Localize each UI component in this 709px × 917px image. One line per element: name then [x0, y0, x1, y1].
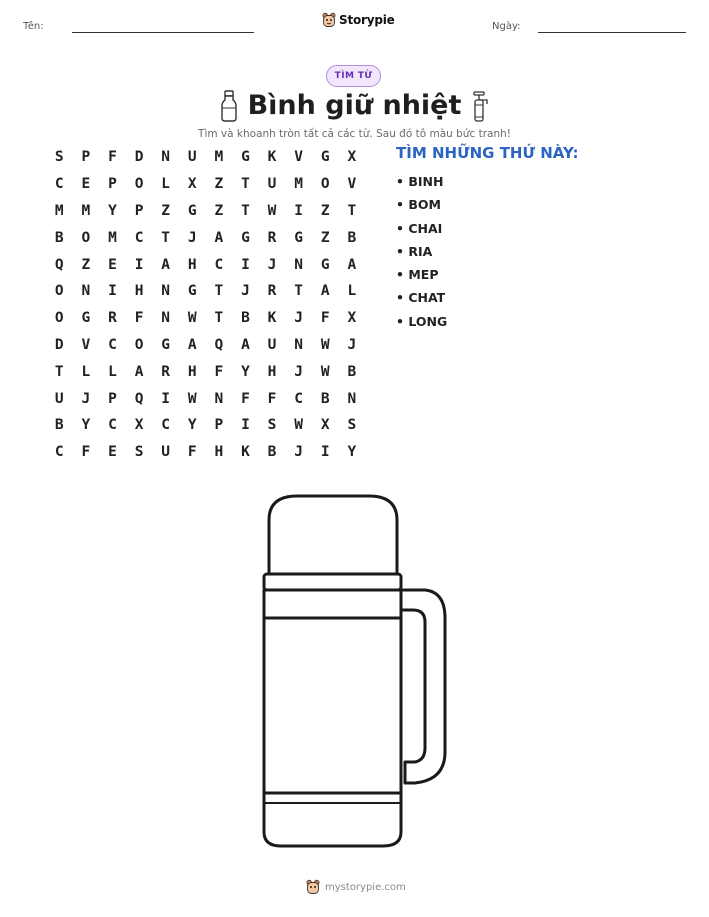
grid-cell[interactable]: G [241, 229, 250, 246]
grid-cell[interactable]: X [347, 310, 357, 327]
grid-cell[interactable]: K [267, 310, 277, 327]
grid-cell[interactable]: E [81, 176, 91, 193]
grid-cell[interactable]: G [320, 256, 330, 273]
grid-cell[interactable]: S [347, 417, 357, 434]
grid-cell[interactable]: B [347, 229, 357, 246]
grid-cell[interactable]: G [320, 149, 330, 166]
word-list-item: • RIA [396, 243, 433, 259]
grid-cell[interactable]: T [54, 363, 64, 380]
grid-cell[interactable]: Z [161, 202, 171, 219]
grid-cell[interactable]: T [241, 202, 250, 219]
grid-cell[interactable]: F [214, 363, 224, 380]
grid-cell[interactable]: A [161, 256, 171, 273]
grid-cell[interactable]: C [54, 444, 64, 461]
grid-cell[interactable]: F [320, 310, 330, 327]
grid-cell[interactable]: G [187, 202, 197, 219]
word-list-item: • MEP [396, 267, 439, 283]
grid-cell[interactable]: J [294, 444, 303, 461]
grid-cell[interactable]: A [320, 283, 330, 300]
grid-cell[interactable]: N [347, 390, 357, 407]
grid-cell[interactable]: C [161, 417, 171, 434]
grid-cell[interactable]: X [187, 176, 197, 193]
grid-cell[interactable]: F [108, 149, 117, 166]
grid-cell[interactable]: D [54, 336, 64, 353]
grid-cell[interactable]: G [294, 229, 303, 246]
grid-cell[interactable]: E [108, 256, 117, 273]
grid-cell[interactable]: F [241, 390, 250, 407]
name-label: Tên: [23, 21, 44, 32]
grid-cell[interactable]: C [294, 390, 303, 407]
grid-cell[interactable]: N [161, 310, 171, 327]
storypie-logo-icon [322, 12, 336, 28]
grid-cell[interactable]: K [267, 149, 277, 166]
grid-cell[interactable]: Z [320, 202, 330, 219]
grid-cell[interactable]: Y [187, 417, 197, 434]
grid-cell[interactable]: C [108, 417, 117, 434]
grid-cell[interactable]: T [214, 310, 224, 327]
word-list-item: • LONG [396, 313, 448, 329]
word-list-item: • CHAI [396, 220, 443, 236]
grid-cell[interactable]: U [54, 390, 64, 407]
grid-cell[interactable]: B [54, 417, 64, 434]
grid-cell[interactable]: R [108, 310, 117, 327]
grid-cell[interactable]: O [54, 310, 64, 327]
grid-cell[interactable]: N [214, 390, 224, 407]
grid-cell[interactable]: W [320, 336, 330, 353]
grid-cell[interactable]: R [267, 229, 277, 246]
grid-cell[interactable]: M [294, 176, 303, 193]
grid-cell[interactable]: O [134, 336, 144, 353]
grid-cell[interactable]: C [134, 229, 144, 246]
grid-cell[interactable]: L [81, 363, 91, 380]
grid-cell[interactable]: B [267, 444, 277, 461]
grid-cell[interactable]: Y [81, 417, 91, 434]
grid-cell[interactable]: M [81, 202, 91, 219]
grid-cell[interactable]: T [241, 176, 250, 193]
grid-cell[interactable]: U [267, 176, 277, 193]
grid-cell[interactable]: H [187, 363, 197, 380]
grid-cell[interactable]: I [108, 283, 117, 300]
grid-cell[interactable]: G [161, 336, 171, 353]
grid-cell[interactable]: F [187, 444, 197, 461]
grid-cell[interactable]: W [294, 417, 303, 434]
word-list-item: • BINH [396, 174, 444, 189]
instructions: Tìm và khoanh tròn tất cả các từ. Sau đó tô màu bức tranh! [198, 128, 511, 140]
grid-cell[interactable]: V [81, 336, 91, 353]
grid-cell[interactable]: I [320, 444, 330, 461]
grid-cell[interactable]: N [161, 283, 171, 300]
grid-cell[interactable]: A [214, 229, 224, 246]
grid-cell[interactable]: T [161, 229, 171, 246]
grid-cell[interactable]: I [161, 390, 171, 407]
grid-cell[interactable]: U [267, 336, 277, 353]
grid-cell[interactable]: Z [214, 176, 224, 193]
grid-cell[interactable]: Q [54, 256, 64, 273]
grid-cell[interactable]: P [134, 202, 144, 219]
grid-cell[interactable]: P [108, 176, 117, 193]
grid-cell[interactable]: C [108, 336, 117, 353]
grid-cell[interactable]: L [108, 363, 117, 380]
grid-cell[interactable]: I [294, 202, 303, 219]
grid-cell[interactable]: P [108, 390, 117, 407]
grid-cell[interactable]: C [214, 256, 224, 273]
grid-cell[interactable]: V [347, 176, 357, 193]
brand [322, 12, 395, 28]
grid-cell[interactable]: U [187, 149, 197, 166]
pump-icon [470, 91, 492, 123]
date-label: Ngày: [492, 21, 521, 32]
grid-cell[interactable]: Q [214, 336, 224, 353]
grid-cell[interactable]: C [54, 176, 64, 193]
grid-cell[interactable]: J [294, 310, 303, 327]
grid-cell[interactable]: B [241, 310, 250, 327]
grid-cell[interactable]: L [161, 176, 171, 193]
grid-cell[interactable]: N [294, 256, 303, 273]
grid-cell[interactable]: X [320, 417, 330, 434]
date-line[interactable] [538, 32, 686, 33]
grid-cell[interactable]: G [187, 283, 197, 300]
grid-cell[interactable]: T [214, 283, 224, 300]
grid-cell[interactable]: F [267, 390, 277, 407]
grid-cell[interactable]: K [241, 444, 250, 461]
grid-cell[interactable]: R [267, 283, 277, 300]
grid-cell[interactable]: Y [241, 363, 250, 380]
word-search-badge: TÌM TỪ [326, 65, 381, 87]
grid-cell[interactable]: M [214, 149, 224, 166]
grid-cell[interactable]: W [267, 202, 277, 219]
grid-cell[interactable]: A [187, 336, 197, 353]
page-title: Bình giữ nhiệt [247, 90, 462, 121]
grid-cell[interactable]: W [187, 390, 197, 407]
grid-cell[interactable]: A [241, 336, 250, 353]
word-list-item: • BOM [396, 197, 441, 213]
grid-cell[interactable]: J [267, 256, 277, 273]
grid-cell[interactable]: H [187, 256, 197, 273]
grid-cell[interactable]: Z [214, 202, 224, 219]
grid-cell[interactable]: J [81, 390, 91, 407]
word-list [396, 170, 447, 333]
grid-cell[interactable]: Z [320, 229, 330, 246]
grid-cell[interactable]: I [241, 256, 250, 273]
grid-cell[interactable]: J [294, 363, 303, 380]
grid-cell[interactable]: W [320, 363, 330, 380]
grid-cell[interactable]: N [294, 336, 303, 353]
grid-cell[interactable]: A [134, 363, 144, 380]
grid-cell[interactable]: T [294, 283, 303, 300]
grid-cell[interactable]: U [161, 444, 171, 461]
thermos-illustration [255, 490, 455, 855]
grid-cell[interactable]: S [54, 149, 64, 166]
footer-url[interactable]: mystorypie.com [325, 881, 406, 893]
grid-cell[interactable]: X [134, 417, 144, 434]
footer [306, 879, 406, 895]
grid-cell[interactable]: D [134, 149, 144, 166]
grid-cell[interactable]: J [241, 283, 250, 300]
grid-cell[interactable]: G [241, 149, 250, 166]
grid-cell[interactable]: L [347, 283, 357, 300]
grid-cell[interactable]: O [54, 283, 64, 300]
grid-cell[interactable]: X [347, 149, 357, 166]
storypie-footer-logo-icon [306, 879, 320, 895]
grid-cell[interactable]: T [347, 202, 357, 219]
grid-cell[interactable]: M [108, 229, 117, 246]
grid-cell[interactable]: F [81, 444, 91, 461]
grid-cell[interactable]: M [54, 202, 64, 219]
grid-cell[interactable]: J [347, 336, 357, 353]
grid-cell[interactable]: H [134, 283, 144, 300]
grid-cell[interactable]: G [81, 310, 91, 327]
grid-cell[interactable]: N [161, 149, 171, 166]
grid-cell[interactable]: O [134, 176, 144, 193]
grid-cell[interactable]: A [347, 256, 357, 273]
grid-cell[interactable]: Q [134, 390, 144, 407]
grid-cell[interactable]: I [241, 417, 250, 434]
grid-cell[interactable]: I [134, 256, 144, 273]
grid-cell[interactable]: H [214, 444, 224, 461]
grid-cell[interactable]: Z [81, 256, 91, 273]
grid-cell[interactable]: B [347, 363, 357, 380]
name-line[interactable] [72, 32, 254, 33]
letter-grid[interactable] [46, 144, 365, 466]
grid-cell[interactable]: S [134, 444, 144, 461]
grid-cell[interactable]: B [320, 390, 330, 407]
grid-cell[interactable]: P [81, 149, 91, 166]
word-list-item: • CHAT [396, 290, 446, 306]
grid-cell[interactable]: W [187, 310, 197, 327]
grid-cell[interactable]: O [81, 229, 91, 246]
grid-cell[interactable]: F [134, 310, 144, 327]
grid-cell[interactable]: E [108, 444, 117, 461]
grid-cell[interactable]: Y [347, 444, 357, 461]
grid-cell[interactable]: J [187, 229, 197, 246]
grid-cell[interactable]: Y [108, 202, 117, 219]
brand-name: Storypie [339, 13, 395, 27]
grid-cell[interactable]: S [267, 417, 277, 434]
grid-cell[interactable]: B [54, 229, 64, 246]
grid-cell[interactable]: V [294, 149, 303, 166]
grid-cell[interactable]: P [214, 417, 224, 434]
grid-cell[interactable]: N [81, 283, 91, 300]
word-list-title: TÌM NHỮNG THỨ NÀY: [396, 144, 579, 162]
grid-cell[interactable]: R [161, 363, 171, 380]
grid-cell[interactable]: H [267, 363, 277, 380]
grid-cell[interactable]: O [320, 176, 330, 193]
